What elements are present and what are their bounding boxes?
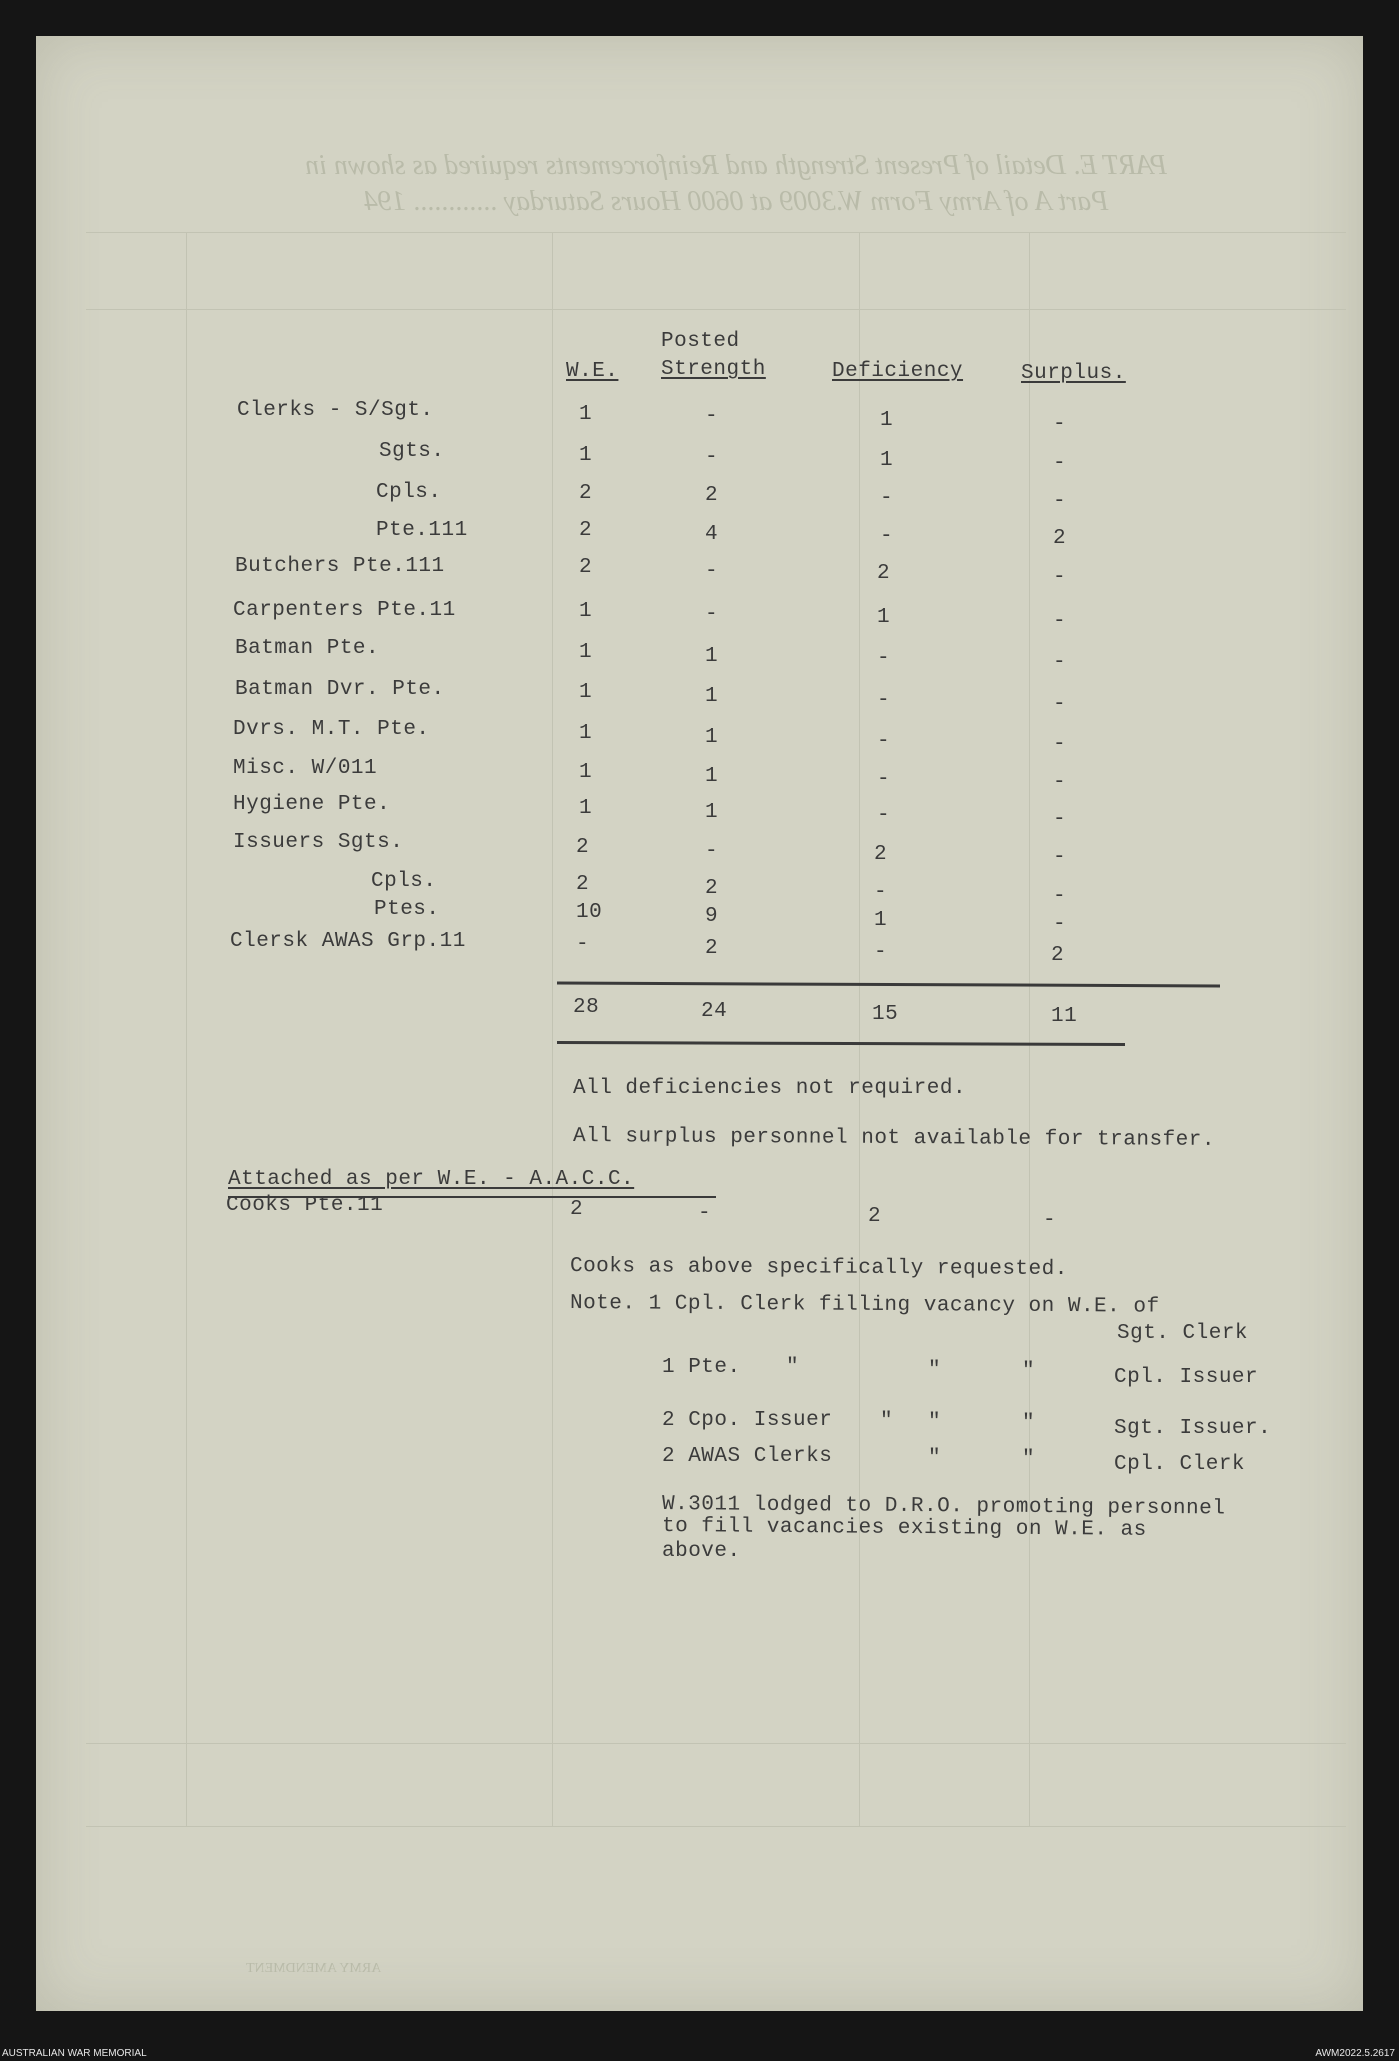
we-header: W.E. bbox=[566, 360, 619, 383]
ditto-mark: " bbox=[880, 1410, 894, 1433]
total-posted: 24 bbox=[701, 1000, 728, 1023]
ghost-rule bbox=[859, 232, 860, 1826]
row-we: 2 bbox=[576, 873, 590, 896]
strength-header: Strength bbox=[661, 358, 766, 381]
row-we: - bbox=[576, 933, 590, 956]
row-deficiency: - bbox=[877, 804, 891, 827]
row-surplus: - bbox=[1053, 733, 1067, 756]
ghost-rule bbox=[552, 232, 553, 1826]
row-we: 1 bbox=[579, 681, 593, 704]
remark-line-target: Cpl. Clerk bbox=[1114, 1453, 1246, 1476]
attached-posted: - bbox=[698, 1202, 712, 1225]
ditto-mark: " bbox=[928, 1359, 942, 1382]
row-deficiency: - bbox=[877, 647, 891, 670]
row-posted: 1 bbox=[705, 685, 719, 708]
row-surplus: 2 bbox=[1053, 527, 1067, 550]
row-deficiency: 1 bbox=[880, 449, 894, 472]
row-label: Cpls. bbox=[376, 481, 442, 504]
row-label: Hygiene Pte. bbox=[233, 793, 391, 816]
remark-lodged-1: W.3011 lodged to D.R.O. promoting personnel bbox=[661, 1493, 1226, 1521]
row-label: Cpls. bbox=[371, 870, 437, 893]
bleed-through-form-footer: ARMY AMENDMENT bbox=[246, 1961, 382, 1976]
row-label: Sgts. bbox=[379, 440, 445, 463]
attached-deficiency: 2 bbox=[868, 1205, 882, 1228]
row-label: Clerks - S/Sgt. bbox=[237, 399, 434, 422]
attached-we: 2 bbox=[570, 1198, 584, 1221]
ghost-rule bbox=[86, 1743, 1346, 1744]
row-posted: 1 bbox=[705, 801, 719, 824]
row-posted: 1 bbox=[705, 765, 719, 788]
row-posted: 2 bbox=[705, 937, 719, 960]
row-deficiency: 2 bbox=[874, 843, 888, 866]
row-deficiency: 1 bbox=[877, 606, 891, 629]
row-surplus: - bbox=[1053, 566, 1067, 589]
row-we: 2 bbox=[579, 482, 593, 505]
ghost-rule bbox=[1029, 232, 1030, 1826]
row-label: Issuers Sgts. bbox=[233, 831, 404, 854]
row-we: 2 bbox=[579, 519, 593, 542]
row-deficiency: - bbox=[880, 487, 894, 510]
row-deficiency: 1 bbox=[880, 409, 894, 432]
note-surplus: All surplus personnel not available for transfer. bbox=[572, 1125, 1216, 1152]
row-posted: 2 bbox=[705, 484, 719, 507]
row-deficiency: - bbox=[874, 941, 888, 964]
row-we: 1 bbox=[579, 403, 593, 426]
row-surplus: - bbox=[1053, 651, 1067, 674]
row-posted: - bbox=[705, 603, 719, 626]
row-label: Carpenters Pte.11 bbox=[233, 599, 456, 622]
total-we: 28 bbox=[573, 996, 600, 1019]
row-surplus: 2 bbox=[1051, 944, 1065, 967]
ghost-rule bbox=[86, 1826, 1346, 1827]
row-surplus: - bbox=[1053, 490, 1067, 513]
remark-line-qty: 1 Pte. bbox=[662, 1356, 741, 1379]
ditto-mark: " bbox=[928, 1447, 942, 1470]
footer-institution: AUSTRALIAN WAR MEMORIAL bbox=[2, 2048, 147, 2059]
row-surplus: - bbox=[1053, 913, 1067, 936]
ditto-mark: " bbox=[1022, 1412, 1036, 1435]
remark-line-target: Cpl. Issuer bbox=[1114, 1366, 1259, 1389]
row-we: 2 bbox=[576, 836, 590, 859]
row-deficiency: - bbox=[877, 768, 891, 791]
row-label: Butchers Pte.111 bbox=[235, 555, 445, 578]
row-posted: 9 bbox=[705, 905, 719, 928]
ditto-mark: " bbox=[928, 1411, 942, 1434]
row-we: 1 bbox=[579, 444, 593, 467]
row-surplus: - bbox=[1053, 846, 1067, 869]
row-posted: - bbox=[705, 405, 719, 428]
ditto-mark: " bbox=[1022, 1448, 1036, 1471]
remark-lodged-2: to fill vacancies existing on W.E. as bbox=[661, 1515, 1147, 1542]
bleed-through-form-title: PART E. Detail of Present Strength and Reinforcements required as shown in Part A of Army Form W.3009 at 0600 Hours Saturday ............ 194 bbox=[305, 150, 1167, 217]
row-we: 1 bbox=[579, 797, 593, 820]
row-posted: - bbox=[705, 560, 719, 583]
row-label: Batman Dvr. Pte. bbox=[235, 678, 445, 701]
remark-note-target: Sgt. Clerk bbox=[1117, 1322, 1249, 1345]
remark-line-qty: 2 AWAS Clerks bbox=[662, 1445, 833, 1468]
remark-note: Note. 1 Cpl. Clerk filling vacancy on W.E. of bbox=[569, 1292, 1160, 1319]
row-deficiency: - bbox=[877, 689, 891, 712]
row-posted: - bbox=[705, 446, 719, 469]
row-we: 2 bbox=[579, 556, 593, 579]
row-we: 1 bbox=[579, 600, 593, 623]
row-label: Clersk AWAS Grp.11 bbox=[230, 930, 466, 953]
row-we: 1 bbox=[579, 761, 593, 784]
row-posted: 2 bbox=[705, 877, 719, 900]
footer-reference: AWM2022.5.2617 bbox=[1315, 2048, 1395, 2059]
row-posted: 1 bbox=[705, 726, 719, 749]
total-deficiency: 15 bbox=[872, 1003, 899, 1026]
row-deficiency: - bbox=[877, 730, 891, 753]
row-surplus: - bbox=[1053, 771, 1067, 794]
row-we: 1 bbox=[579, 641, 593, 664]
surplus-header: Surplus. bbox=[1021, 362, 1126, 385]
remark-lodged-3: above. bbox=[662, 1540, 741, 1563]
deficiency-header: Deficiency bbox=[832, 360, 964, 383]
row-surplus: - bbox=[1053, 452, 1067, 475]
ghost-rule bbox=[186, 232, 187, 1826]
row-deficiency: - bbox=[880, 525, 894, 548]
row-label: Pte.111 bbox=[376, 519, 468, 542]
attached-surplus: - bbox=[1043, 1209, 1057, 1232]
total-surplus: 11 bbox=[1051, 1005, 1078, 1028]
row-deficiency: 1 bbox=[874, 909, 888, 932]
row-deficiency: 2 bbox=[877, 562, 891, 585]
ghost-rule bbox=[86, 309, 1346, 310]
row-surplus: - bbox=[1053, 885, 1067, 908]
row-deficiency: - bbox=[874, 881, 888, 904]
row-posted: - bbox=[705, 840, 719, 863]
row-label: Misc. W/011 bbox=[233, 757, 378, 780]
row-label: Ptes. bbox=[374, 898, 440, 921]
remark-line-target: Sgt. Issuer. bbox=[1114, 1417, 1272, 1440]
row-surplus: - bbox=[1053, 610, 1067, 633]
remark-cooks: Cooks as above specifically requested. bbox=[569, 1255, 1068, 1282]
row-label: Batman Pte. bbox=[235, 637, 380, 660]
row-surplus: - bbox=[1053, 413, 1067, 436]
ditto-mark: " bbox=[1022, 1360, 1036, 1383]
attached-label: Cooks Pte.11 bbox=[226, 1194, 384, 1217]
posted-header: Posted bbox=[661, 330, 740, 353]
row-posted: 4 bbox=[705, 523, 719, 546]
ditto-mark: " bbox=[786, 1356, 800, 1379]
row-surplus: - bbox=[1053, 693, 1067, 716]
remark-line-qty: 2 Cpo. Issuer bbox=[662, 1409, 833, 1432]
row-label: Dvrs. M.T. Pte. bbox=[233, 718, 430, 741]
row-we: 1 bbox=[579, 722, 593, 745]
row-we: 10 bbox=[576, 901, 603, 924]
row-surplus: - bbox=[1053, 808, 1067, 831]
ghost-rule bbox=[86, 232, 1346, 233]
attached-heading: Attached as per W.E. - A.A.C.C. bbox=[228, 1168, 635, 1191]
note-deficiencies: All deficiencies not required. bbox=[573, 1077, 967, 1100]
row-posted: 1 bbox=[705, 645, 719, 668]
